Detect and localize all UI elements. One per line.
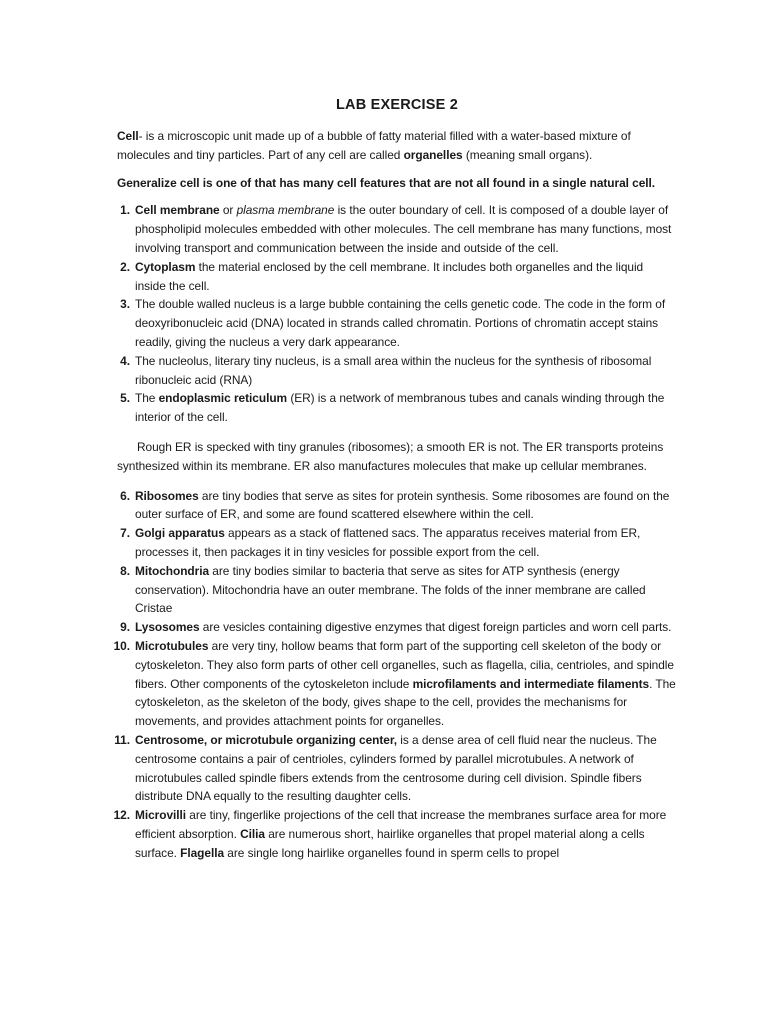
document-body: [113, 95, 677, 862]
list-item: [117, 487, 677, 525]
item-text: are tiny bodies that serve as sites for protein synthesis. Some ribosomes are found on the outer surface of ER, and some are found scattered elsewhere within the cell.: [135, 488, 670, 522]
term-bold: Lysosomes: [135, 620, 200, 635]
term-bold: Microvilli: [135, 808, 187, 823]
term-bold: Cell membrane: [135, 203, 220, 218]
page-title: LAB EXERCISE 2: [335, 97, 459, 113]
list-number: 3.: [120, 297, 130, 312]
item-text: are tiny, fingerlike projections of the cell that increase the membranes surface area for more efficient absorption.: [135, 808, 667, 841]
list-item: [117, 389, 677, 427]
list-item: [117, 524, 677, 562]
list-item: [117, 201, 677, 257]
item-text: is the outer boundary of cell. It is composed of a double layer of phospholipid molecules embedded with other molecules. The cell membrane has many functions, most involving transport and communication between the inside and outside of the cell.: [135, 203, 672, 255]
item-text: The: [135, 391, 159, 406]
generalize-paragraph: [117, 174, 677, 193]
term-bold: Golgi apparatus: [135, 526, 225, 541]
item-text: The nucleolus, literary tiny nucleus, is a small area within the nucleus for the synthesis of ribosomal ribonucleic acid (RNA): [135, 353, 652, 387]
list-item: [113, 637, 677, 731]
list-number: 4.: [120, 353, 130, 368]
list-item: [117, 352, 677, 390]
item-text: appears as a stack of flattened sacs. The apparatus receives material from ER, processes it, then packages it in tiny vesicles for possible export from the cell.: [135, 526, 641, 559]
list-number: 9.: [120, 620, 130, 635]
list-item: [113, 806, 677, 862]
list-number: 12.: [113, 808, 130, 823]
organelle-list-1: [117, 201, 677, 427]
organelle-list-2: [113, 487, 677, 863]
term-bold: Ribosomes: [135, 488, 199, 503]
list-number: 8.: [120, 563, 130, 578]
item-text: are numerous short, hairlike organelles that propel material along a cells surface.: [135, 826, 645, 860]
list-number: 2.: [120, 259, 130, 274]
list-item: [117, 562, 677, 618]
term-bold: Mitochondria: [135, 563, 210, 578]
term-bold: microfilaments and intermediate filaments: [412, 676, 650, 691]
item-text: are very tiny, hollow beams that form part of the supporting cell skeleton of the body or cytoskeleton. They also form parts of other cell organelles, such as flagella, cilia, centrioles, and spindle fibers. Other components of the cytoskeleton include: [135, 638, 674, 691]
item-text: are vesicles containing digestive enzymes that digest foreign particles and worn cell parts.: [199, 620, 672, 635]
list-number: 10.: [113, 638, 130, 653]
intro-text: - is a microscopic unit made up of a bubble of fatty material filled with a water-based mixture of molecules and tiny particles. Part of any cell are called: [117, 129, 631, 162]
list-number: 1.: [120, 203, 130, 218]
item-text: are tiny bodies similar to bacteria that serve as sites for ATP synthesis (energy conservation). Mitochondria have an outer membrane. The folds of the inner membrane are called Cristae: [135, 563, 646, 616]
term-bold: Cilia: [240, 826, 265, 841]
term-bold: Cytoplasm: [135, 259, 196, 274]
list-number: 6.: [120, 488, 130, 503]
item-text: or: [219, 203, 237, 218]
er-paragraph: Rough ER is specked with tiny granules (ribosomes); a smooth ER is not. The ER transports proteins synthesized within its membrane. ER also manufactures molecules that make up cellular membranes.: [117, 439, 664, 473]
list-number: 5.: [120, 391, 130, 406]
intro-paragraph: [117, 127, 677, 165]
term-cell: Cell: [117, 129, 139, 143]
item-text: the material enclosed by the cell membrane. It includes both organelles and the liquid inside the cell.: [135, 259, 644, 293]
item-text: The double walled nucleus is a large bubble containing the cells genetic code. The code in the form of deoxyribonucleic acid (DNA) located in strands called chromatin. Portions of chromatin accept stains readily, giving the nucleus a very dark appearance.: [135, 297, 666, 349]
list-number: 7.: [120, 526, 130, 541]
item-text: (ER) is a network of membranous tubes and canals winding through the interior of the cell.: [135, 391, 665, 425]
term-italic: plasma membrane: [236, 203, 335, 218]
list-item: [117, 618, 677, 637]
term-bold: endoplasmic reticulum: [158, 391, 288, 406]
item-text: . The cytoskeleton, as the skeleton of the body, gives shape to the cell, provides the mechanisms for movements, and provides attachment points for organelles.: [135, 676, 676, 729]
intro-text-end: (meaning small organs).: [462, 147, 593, 162]
generalize-text: Generalize cell is one of that has many cell features that are not all found in a single natural cell.: [117, 175, 656, 190]
term-bold: Centrosome, or microtubule organizing center,: [135, 732, 398, 747]
list-item: [117, 295, 677, 351]
term-organelles: organelles: [403, 147, 463, 162]
item-text: are single long hairlike organelles found in sperm cells to propel: [224, 845, 560, 860]
item-text: is a dense area of cell fluid near the nucleus. The centrosome contains a pair of centrioles, cylinders formed by parallel microtubules. A network of microtubules called spindle fibers extends from the centrosome during cell division. Spindle fibers distribute DNA equally to the resulting daughter cells.: [135, 732, 657, 804]
list-item: [117, 258, 677, 296]
list-number: 11.: [114, 732, 130, 747]
list-item: [114, 731, 677, 806]
term-bold: Microtubules: [135, 638, 209, 653]
term-bold: Flagella: [180, 845, 225, 860]
